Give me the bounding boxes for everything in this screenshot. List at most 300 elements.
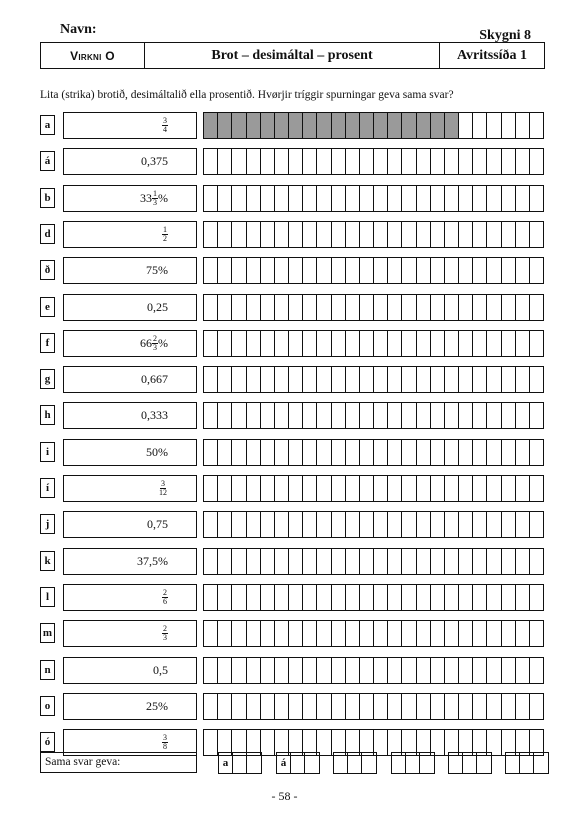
grid-cell[interactable] xyxy=(473,440,487,465)
grid-cell[interactable] xyxy=(204,149,218,174)
answer-cell[interactable] xyxy=(534,753,548,773)
grid-cell[interactable] xyxy=(360,658,374,683)
grid-cell[interactable] xyxy=(417,403,431,428)
grid-cell[interactable] xyxy=(317,658,331,683)
grid-cell-shaded[interactable] xyxy=(317,113,331,138)
shading-grid[interactable] xyxy=(203,657,544,684)
grid-cell[interactable] xyxy=(360,222,374,247)
grid-cell[interactable] xyxy=(289,222,303,247)
grid-cell[interactable] xyxy=(346,694,360,719)
grid-cell[interactable] xyxy=(247,295,261,320)
grid-cell[interactable] xyxy=(218,403,232,428)
grid-cell[interactable] xyxy=(332,512,346,537)
grid-cell[interactable] xyxy=(530,295,543,320)
grid-cell[interactable] xyxy=(275,621,289,646)
grid-cell[interactable] xyxy=(402,403,416,428)
answer-group[interactable] xyxy=(218,752,262,774)
grid-cell[interactable] xyxy=(502,367,516,392)
grid-cell[interactable] xyxy=(530,658,543,683)
grid-cell[interactable] xyxy=(374,367,388,392)
grid-cell[interactable] xyxy=(459,440,473,465)
grid-cell[interactable] xyxy=(388,367,402,392)
grid-cell[interactable] xyxy=(303,331,317,356)
grid-cell[interactable] xyxy=(473,367,487,392)
grid-cell[interactable] xyxy=(473,149,487,174)
grid-cell[interactable] xyxy=(530,186,543,211)
grid-cell[interactable] xyxy=(346,186,360,211)
grid-cell[interactable] xyxy=(275,694,289,719)
grid-cell[interactable] xyxy=(332,295,346,320)
grid-cell[interactable] xyxy=(289,186,303,211)
grid-cell[interactable] xyxy=(445,149,459,174)
grid-cell[interactable] xyxy=(289,331,303,356)
grid-cell[interactable] xyxy=(473,222,487,247)
grid-cell[interactable] xyxy=(402,440,416,465)
grid-cell[interactable] xyxy=(417,658,431,683)
grid-cell[interactable] xyxy=(261,440,275,465)
grid-cell[interactable] xyxy=(374,403,388,428)
grid-cell[interactable] xyxy=(289,549,303,574)
grid-cell[interactable] xyxy=(417,549,431,574)
grid-cell[interactable] xyxy=(232,658,246,683)
grid-cell[interactable] xyxy=(275,585,289,610)
grid-cell[interactable] xyxy=(417,621,431,646)
grid-cell[interactable] xyxy=(502,585,516,610)
grid-cell[interactable] xyxy=(261,367,275,392)
grid-cell[interactable] xyxy=(346,512,360,537)
grid-cell[interactable] xyxy=(232,621,246,646)
grid-cell[interactable] xyxy=(530,585,543,610)
grid-cell[interactable] xyxy=(303,222,317,247)
grid-cell[interactable] xyxy=(388,585,402,610)
grid-cell[interactable] xyxy=(303,186,317,211)
grid-cell[interactable] xyxy=(218,549,232,574)
grid-cell[interactable] xyxy=(360,476,374,501)
grid-cell[interactable] xyxy=(459,658,473,683)
grid-cell[interactable] xyxy=(388,222,402,247)
grid-cell[interactable] xyxy=(232,258,246,283)
grid-cell-shaded[interactable] xyxy=(232,113,246,138)
grid-cell[interactable] xyxy=(289,149,303,174)
grid-cell[interactable] xyxy=(487,186,501,211)
grid-cell[interactable] xyxy=(332,585,346,610)
grid-cell[interactable] xyxy=(445,658,459,683)
grid-cell[interactable] xyxy=(204,621,218,646)
grid-cell[interactable] xyxy=(530,440,543,465)
grid-cell[interactable] xyxy=(247,476,261,501)
grid-cell-shaded[interactable] xyxy=(275,113,289,138)
grid-cell[interactable] xyxy=(402,549,416,574)
grid-cell[interactable] xyxy=(204,658,218,683)
grid-cell[interactable] xyxy=(261,331,275,356)
grid-cell[interactable] xyxy=(487,149,501,174)
grid-cell[interactable] xyxy=(275,295,289,320)
grid-cell[interactable] xyxy=(530,549,543,574)
grid-cell[interactable] xyxy=(431,367,445,392)
grid-cell[interactable] xyxy=(431,476,445,501)
grid-cell[interactable] xyxy=(388,186,402,211)
grid-cell[interactable] xyxy=(516,186,530,211)
grid-cell[interactable] xyxy=(218,512,232,537)
grid-cell-shaded[interactable] xyxy=(218,113,232,138)
grid-cell[interactable] xyxy=(516,222,530,247)
grid-cell[interactable] xyxy=(402,658,416,683)
grid-cell[interactable] xyxy=(275,403,289,428)
grid-cell[interactable] xyxy=(232,476,246,501)
grid-cell[interactable] xyxy=(402,295,416,320)
grid-cell[interactable] xyxy=(204,694,218,719)
grid-cell[interactable] xyxy=(388,331,402,356)
grid-cell[interactable] xyxy=(516,694,530,719)
grid-cell[interactable] xyxy=(317,694,331,719)
grid-cell[interactable] xyxy=(502,258,516,283)
grid-cell[interactable] xyxy=(346,549,360,574)
grid-cell[interactable] xyxy=(402,186,416,211)
grid-cell-shaded[interactable] xyxy=(445,113,459,138)
answer-group[interactable] xyxy=(333,752,377,774)
shading-grid[interactable] xyxy=(203,548,544,575)
grid-cell[interactable] xyxy=(275,658,289,683)
grid-cell[interactable] xyxy=(402,258,416,283)
grid-cell[interactable] xyxy=(516,149,530,174)
grid-cell[interactable] xyxy=(431,694,445,719)
grid-cell[interactable] xyxy=(487,440,501,465)
grid-cell[interactable] xyxy=(346,258,360,283)
grid-cell[interactable] xyxy=(204,476,218,501)
grid-cell[interactable] xyxy=(502,512,516,537)
grid-cell[interactable] xyxy=(417,149,431,174)
shading-grid[interactable] xyxy=(203,693,544,720)
grid-cell[interactable] xyxy=(473,113,487,138)
answer-cell[interactable]: á xyxy=(277,753,291,773)
grid-cell[interactable] xyxy=(388,694,402,719)
grid-cell[interactable] xyxy=(346,149,360,174)
grid-cell-shaded[interactable] xyxy=(332,113,346,138)
grid-cell[interactable] xyxy=(303,295,317,320)
grid-cell-shaded[interactable] xyxy=(261,113,275,138)
grid-cell[interactable] xyxy=(417,222,431,247)
grid-cell[interactable] xyxy=(346,331,360,356)
grid-cell[interactable] xyxy=(247,658,261,683)
grid-cell[interactable] xyxy=(459,258,473,283)
shading-grid[interactable] xyxy=(203,511,544,538)
grid-cell[interactable] xyxy=(204,440,218,465)
grid-cell[interactable] xyxy=(459,295,473,320)
grid-cell[interactable] xyxy=(473,694,487,719)
grid-cell[interactable] xyxy=(204,585,218,610)
grid-cell[interactable] xyxy=(289,295,303,320)
grid-cell[interactable] xyxy=(445,367,459,392)
grid-cell[interactable] xyxy=(275,367,289,392)
grid-cell[interactable] xyxy=(487,113,501,138)
grid-cell[interactable] xyxy=(445,512,459,537)
answer-group[interactable] xyxy=(391,752,435,774)
grid-cell[interactable] xyxy=(502,621,516,646)
grid-cell[interactable] xyxy=(431,658,445,683)
grid-cell[interactable] xyxy=(445,295,459,320)
grid-cell[interactable] xyxy=(374,585,388,610)
grid-cell[interactable] xyxy=(360,331,374,356)
grid-cell[interactable] xyxy=(332,149,346,174)
grid-cell[interactable] xyxy=(516,295,530,320)
grid-cell[interactable] xyxy=(317,367,331,392)
grid-cell[interactable] xyxy=(275,222,289,247)
grid-cell[interactable] xyxy=(346,621,360,646)
grid-cell[interactable] xyxy=(275,149,289,174)
grid-cell[interactable] xyxy=(388,149,402,174)
grid-cell[interactable] xyxy=(275,549,289,574)
grid-cell[interactable] xyxy=(289,440,303,465)
grid-cell[interactable] xyxy=(332,440,346,465)
shading-grid[interactable] xyxy=(203,366,544,393)
grid-cell[interactable] xyxy=(261,295,275,320)
grid-cell[interactable] xyxy=(232,512,246,537)
grid-cell[interactable] xyxy=(445,331,459,356)
grid-cell[interactable] xyxy=(374,694,388,719)
grid-cell[interactable] xyxy=(402,331,416,356)
grid-cell-shaded[interactable] xyxy=(374,113,388,138)
grid-cell[interactable] xyxy=(530,621,543,646)
grid-cell[interactable] xyxy=(289,258,303,283)
grid-cell[interactable] xyxy=(218,331,232,356)
grid-cell[interactable] xyxy=(303,694,317,719)
grid-cell[interactable] xyxy=(346,295,360,320)
grid-cell[interactable] xyxy=(473,331,487,356)
grid-cell[interactable] xyxy=(261,512,275,537)
grid-cell[interactable] xyxy=(431,186,445,211)
answer-cell[interactable] xyxy=(420,753,434,773)
answer-cell[interactable] xyxy=(392,753,406,773)
grid-cell[interactable] xyxy=(530,149,543,174)
grid-cell[interactable] xyxy=(218,621,232,646)
grid-cell[interactable] xyxy=(374,512,388,537)
grid-cell[interactable] xyxy=(247,549,261,574)
grid-cell[interactable] xyxy=(530,113,543,138)
grid-cell[interactable] xyxy=(487,621,501,646)
grid-cell[interactable] xyxy=(502,186,516,211)
grid-cell[interactable] xyxy=(402,585,416,610)
grid-cell[interactable] xyxy=(502,403,516,428)
grid-cell[interactable] xyxy=(445,440,459,465)
grid-cell[interactable] xyxy=(289,658,303,683)
grid-cell[interactable] xyxy=(445,585,459,610)
grid-cell[interactable] xyxy=(247,149,261,174)
grid-cell[interactable] xyxy=(261,621,275,646)
grid-cell[interactable] xyxy=(530,476,543,501)
grid-cell[interactable] xyxy=(247,222,261,247)
grid-cell[interactable] xyxy=(204,512,218,537)
grid-cell[interactable] xyxy=(204,331,218,356)
grid-cell[interactable] xyxy=(204,367,218,392)
shading-grid[interactable] xyxy=(203,185,544,212)
grid-cell[interactable] xyxy=(303,549,317,574)
shading-grid[interactable] xyxy=(203,402,544,429)
grid-cell[interactable] xyxy=(204,549,218,574)
grid-cell[interactable] xyxy=(388,440,402,465)
grid-cell[interactable] xyxy=(530,331,543,356)
answer-cell[interactable] xyxy=(449,753,463,773)
grid-cell[interactable] xyxy=(388,258,402,283)
grid-cell[interactable] xyxy=(487,694,501,719)
grid-cell[interactable] xyxy=(502,331,516,356)
answer-cell[interactable] xyxy=(463,753,477,773)
answer-group[interactable] xyxy=(276,752,320,774)
grid-cell[interactable] xyxy=(275,476,289,501)
grid-cell[interactable] xyxy=(261,694,275,719)
grid-cell[interactable] xyxy=(417,476,431,501)
grid-cell[interactable] xyxy=(204,258,218,283)
grid-cell[interactable] xyxy=(431,621,445,646)
grid-cell[interactable] xyxy=(431,512,445,537)
grid-cell[interactable] xyxy=(388,549,402,574)
grid-cell-shaded[interactable] xyxy=(402,113,416,138)
grid-cell[interactable] xyxy=(360,585,374,610)
grid-cell[interactable] xyxy=(289,403,303,428)
grid-cell[interactable] xyxy=(516,476,530,501)
answer-cell[interactable] xyxy=(406,753,420,773)
grid-cell[interactable] xyxy=(346,403,360,428)
grid-cell[interactable] xyxy=(317,295,331,320)
grid-cell[interactable] xyxy=(232,367,246,392)
grid-cell[interactable] xyxy=(487,331,501,356)
grid-cell[interactable] xyxy=(346,476,360,501)
shading-grid[interactable] xyxy=(203,257,544,284)
grid-cell[interactable] xyxy=(459,149,473,174)
grid-cell[interactable] xyxy=(431,549,445,574)
grid-cell[interactable] xyxy=(374,258,388,283)
grid-cell[interactable] xyxy=(374,186,388,211)
grid-cell[interactable] xyxy=(487,295,501,320)
answer-cell[interactable]: a xyxy=(219,753,233,773)
grid-cell[interactable] xyxy=(232,403,246,428)
grid-cell[interactable] xyxy=(332,222,346,247)
grid-cell[interactable] xyxy=(459,585,473,610)
shading-grid[interactable] xyxy=(203,148,544,175)
grid-cell[interactable] xyxy=(303,440,317,465)
grid-cell[interactable] xyxy=(289,512,303,537)
grid-cell[interactable] xyxy=(218,186,232,211)
grid-cell[interactable] xyxy=(261,403,275,428)
grid-cell-shaded[interactable] xyxy=(289,113,303,138)
grid-cell[interactable] xyxy=(360,512,374,537)
grid-cell[interactable] xyxy=(530,694,543,719)
grid-cell[interactable] xyxy=(516,403,530,428)
grid-cell[interactable] xyxy=(303,258,317,283)
grid-cell[interactable] xyxy=(332,331,346,356)
grid-cell[interactable] xyxy=(417,512,431,537)
grid-cell[interactable] xyxy=(459,694,473,719)
grid-cell[interactable] xyxy=(459,222,473,247)
grid-cell[interactable] xyxy=(247,331,261,356)
grid-cell-shaded[interactable] xyxy=(417,113,431,138)
grid-cell[interactable] xyxy=(317,549,331,574)
grid-cell[interactable] xyxy=(417,331,431,356)
grid-cell[interactable] xyxy=(502,549,516,574)
grid-cell[interactable] xyxy=(473,512,487,537)
grid-cell[interactable] xyxy=(303,149,317,174)
grid-cell[interactable] xyxy=(445,621,459,646)
grid-cell[interactable] xyxy=(516,621,530,646)
grid-cell[interactable] xyxy=(417,440,431,465)
grid-cell[interactable] xyxy=(473,403,487,428)
grid-cell[interactable] xyxy=(218,295,232,320)
grid-cell[interactable] xyxy=(459,113,473,138)
grid-cell[interactable] xyxy=(445,476,459,501)
grid-cell[interactable] xyxy=(402,149,416,174)
grid-cell-shaded[interactable] xyxy=(346,113,360,138)
grid-cell[interactable] xyxy=(289,476,303,501)
grid-cell[interactable] xyxy=(218,658,232,683)
grid-cell-shaded[interactable] xyxy=(360,113,374,138)
answer-cell[interactable] xyxy=(247,753,261,773)
grid-cell[interactable] xyxy=(388,476,402,501)
grid-cell[interactable] xyxy=(374,149,388,174)
grid-cell[interactable] xyxy=(247,512,261,537)
grid-cell[interactable] xyxy=(459,367,473,392)
grid-cell[interactable] xyxy=(502,149,516,174)
grid-cell[interactable] xyxy=(275,258,289,283)
grid-cell[interactable] xyxy=(247,621,261,646)
grid-cell[interactable] xyxy=(317,621,331,646)
answer-cell[interactable] xyxy=(233,753,247,773)
answer-group[interactable] xyxy=(448,752,492,774)
grid-cell[interactable] xyxy=(346,658,360,683)
grid-cell[interactable] xyxy=(303,512,317,537)
grid-cell[interactable] xyxy=(232,186,246,211)
grid-cell[interactable] xyxy=(261,186,275,211)
grid-cell[interactable] xyxy=(388,295,402,320)
grid-cell[interactable] xyxy=(332,476,346,501)
grid-cell[interactable] xyxy=(473,621,487,646)
grid-cell[interactable] xyxy=(502,113,516,138)
grid-cell[interactable] xyxy=(473,476,487,501)
grid-cell[interactable] xyxy=(303,367,317,392)
grid-cell[interactable] xyxy=(317,585,331,610)
grid-cell[interactable] xyxy=(232,149,246,174)
grid-cell[interactable] xyxy=(317,403,331,428)
grid-cell[interactable] xyxy=(303,585,317,610)
grid-cell[interactable] xyxy=(459,403,473,428)
grid-cell[interactable] xyxy=(530,222,543,247)
grid-cell[interactable] xyxy=(374,295,388,320)
grid-cell[interactable] xyxy=(459,549,473,574)
grid-cell[interactable] xyxy=(417,186,431,211)
grid-cell[interactable] xyxy=(431,440,445,465)
answer-cell[interactable] xyxy=(305,753,319,773)
grid-cell[interactable] xyxy=(374,222,388,247)
grid-cell[interactable] xyxy=(487,512,501,537)
grid-cell-shaded[interactable] xyxy=(388,113,402,138)
grid-cell[interactable] xyxy=(374,331,388,356)
grid-cell[interactable] xyxy=(218,694,232,719)
grid-cell[interactable] xyxy=(261,585,275,610)
grid-cell[interactable] xyxy=(402,512,416,537)
grid-cell[interactable] xyxy=(502,222,516,247)
grid-cell[interactable] xyxy=(516,549,530,574)
grid-cell[interactable] xyxy=(417,367,431,392)
grid-cell[interactable] xyxy=(417,258,431,283)
grid-cell[interactable] xyxy=(360,149,374,174)
grid-cell[interactable] xyxy=(303,658,317,683)
grid-cell[interactable] xyxy=(360,295,374,320)
grid-cell[interactable] xyxy=(289,585,303,610)
grid-cell[interactable] xyxy=(218,149,232,174)
answer-cell[interactable] xyxy=(348,753,362,773)
grid-cell[interactable] xyxy=(275,186,289,211)
grid-cell[interactable] xyxy=(204,186,218,211)
grid-cell[interactable] xyxy=(360,403,374,428)
grid-cell[interactable] xyxy=(417,694,431,719)
